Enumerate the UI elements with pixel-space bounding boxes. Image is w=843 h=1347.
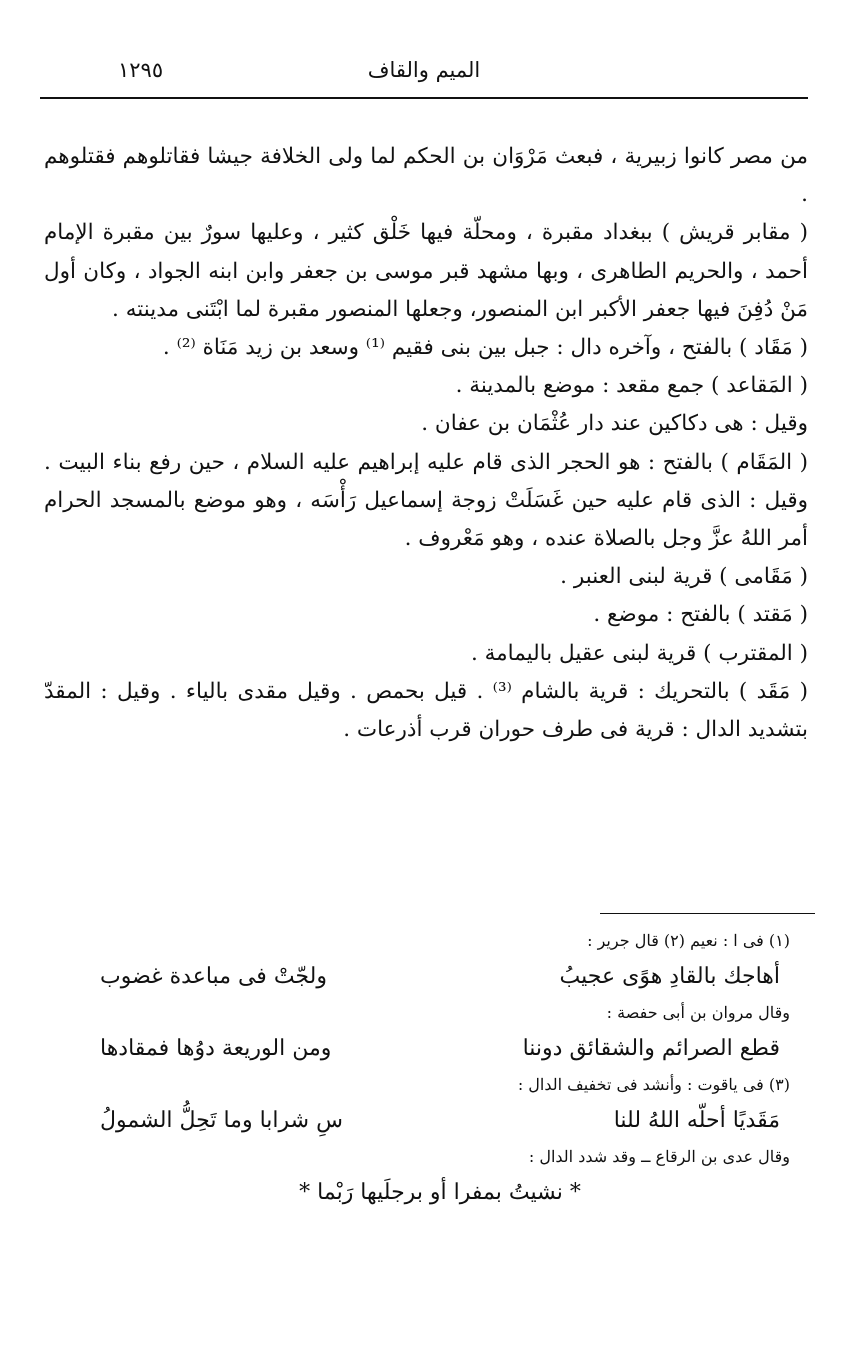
footnotes — [100, 928, 790, 1216]
footnote-line: (١) فى ا : نعيم (٢) قال جرير : — [587, 931, 790, 950]
verse-line — [100, 954, 780, 1000]
page-number: ١٢٩٥ — [118, 58, 164, 82]
page-header — [40, 56, 808, 96]
verse-line — [100, 1170, 780, 1216]
header-rule — [40, 97, 808, 99]
paragraph: ( مَقَد ) بالتحريك : قرية بالشام ⁽³⁾ . قيل بحمص . وقيل مقدى بالياء . وقيل : المقدّ بتشديد الدال : قرية فى طرف حوران قرب أذرعات . — [44, 678, 808, 743]
footnote-line: وقال مروان بن أبى حفصة : — [606, 1003, 790, 1022]
paragraph: ( مَقتد ) بالفتح : موضع . — [593, 602, 808, 628]
main-text — [44, 138, 808, 749]
paragraph: ( المقترب ) قرية لبنى عقيل باليمامة . — [470, 640, 808, 666]
verse-hemistich: قطع الصرائم والشقائق دوننا — [522, 1036, 780, 1061]
verse-hemistich: أهاجك بالقادِ هوًى عجيبُ — [559, 964, 780, 989]
verse-hemistich: ومن الوريعة دوُها فمقادها — [100, 1036, 332, 1061]
verse-hemistich: ولجّتْ فى مباعدة غضوب — [100, 964, 327, 989]
footnote-line: (٣) فى ياقوت : وأنشد فى تخفيف الدال : — [517, 1075, 790, 1094]
paragraph: ( مَقَامى ) قرية لبنى العنبر . — [560, 564, 808, 590]
paragraph: وقيل : هى دكاكين عند دار عُثْمَان بن عفان . — [421, 411, 808, 437]
verse-line — [100, 1098, 780, 1144]
verse-hemistich: * نشيتُ بمفرا أو برجلَيها رَبْما * — [299, 1180, 581, 1205]
running-title: الميم والقاف — [367, 58, 481, 82]
paragraph: من مصر كانوا زبيرية ، فبعث مَرْوَان بن الحكم لما ولى الخلافة جيشا فقاتلوهم فقتلوهم . — [44, 144, 808, 208]
verse-line — [100, 1026, 780, 1072]
paragraph: ( المَقَام ) بالفتح : هو الحجر الذى قام عليه إبراهيم عليه السلام ، حين رفع بناء البيت . وقيل : الذى قام عليه حين غَسَلَتْ زوجة إسماعيل رَأْسَه ، وهو موضع بالمسجد الحرام أمر اللهُ عزَّ وجل بالصلاة عنده ، وهو مَعْروف . — [44, 449, 808, 552]
paragraph: ( مقابر قريش ) ببغداد مقبرة ، ومحلّة فيها خَلْق كثير ، وعليها سورٌ بين مقبرة الإمام أحمد ، والحريم الطاهرى ، وبها مشهد قبر موسى بن جعفر وابن ابنه الجواد ، وكان أول مَنْ دُفِنَ فيها جعفر الأكبر ابن المنصور، وجعلها المنصور مقبرة لما ابْتَنى مدينته . — [44, 220, 808, 322]
verse-hemistich: سِ شرابا وما تَحِلُّ الشمولُ — [100, 1108, 343, 1133]
footnote-line: وقال عدى بن الرقاع ــ وقد شدد الدال : — [528, 1147, 790, 1166]
footnote-rule — [600, 913, 815, 914]
verse-hemistich: مَقَديًا أحلّه اللهُ للنا — [613, 1108, 780, 1133]
paragraph: ( المَقاعد ) جمع مقعد : موضع بالمدينة . — [455, 373, 808, 399]
paragraph: ( مَقَاد ) بالفتح ، وآخره دال : جبل بين بنى فقيم ⁽¹⁾ وسعد بن زيد مَنَاة ⁽²⁾ . — [162, 335, 808, 361]
